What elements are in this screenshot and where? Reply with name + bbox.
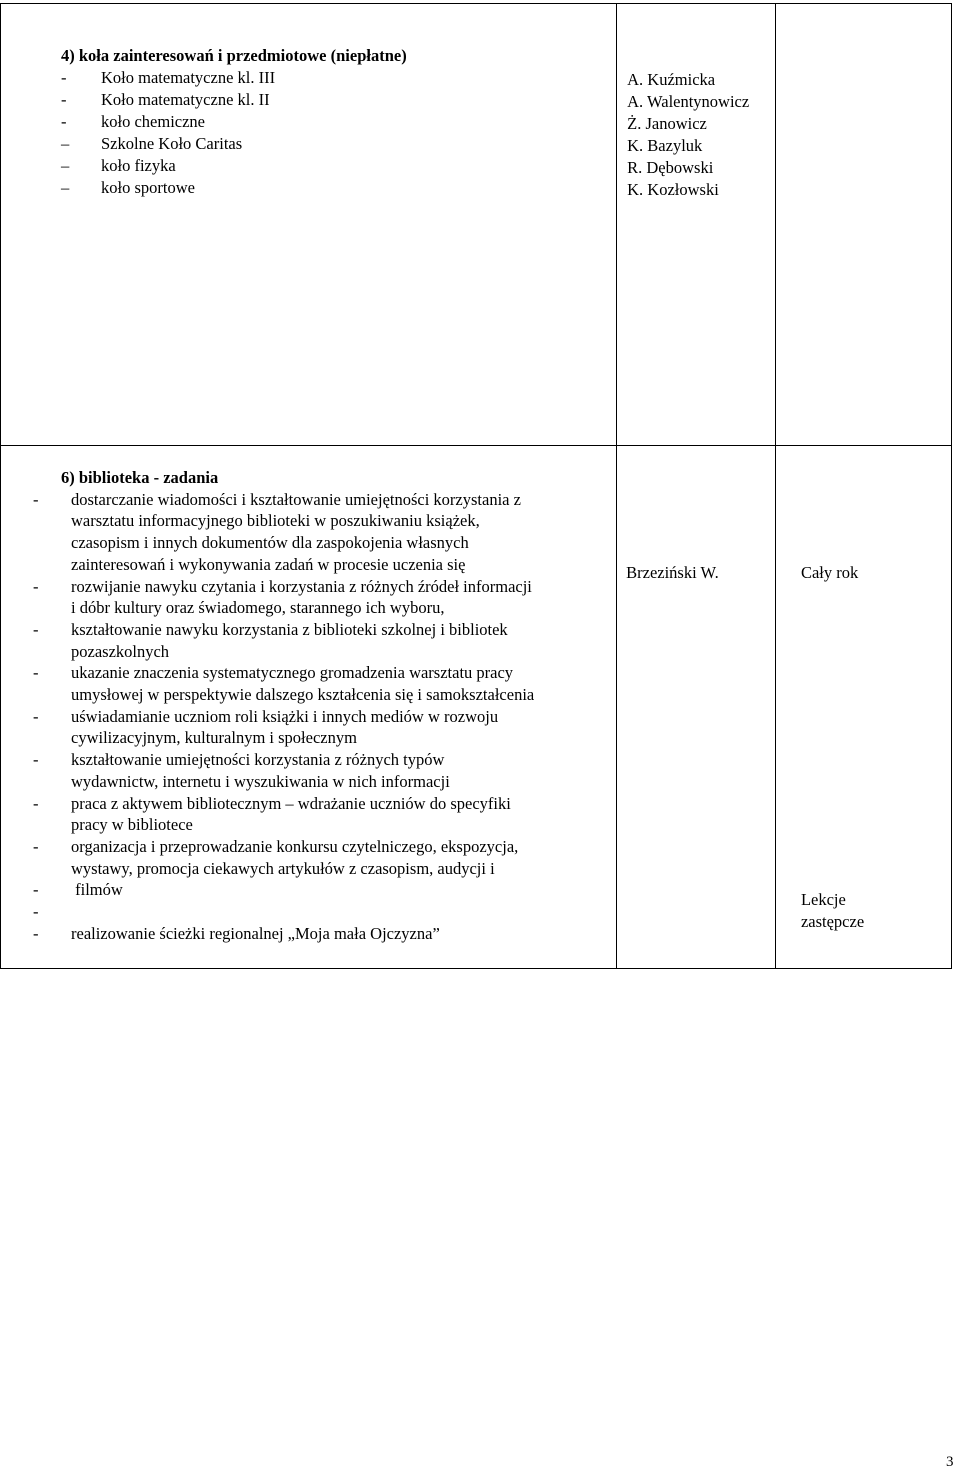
list-item-line [1, 771, 616, 793]
teacher-name: A. Kuźmicka [627, 70, 716, 89]
list-item-text: cywilizacyjnym, kulturalnym i społecznym [71, 728, 357, 748]
list-item-line [1, 619, 616, 641]
list-item-text: Koło matematyczne kl. II [101, 90, 270, 109]
section6-term: Cały rok [800, 563, 859, 582]
list-dash [1, 771, 71, 793]
section6-heading: 6) biblioteka - zadania [61, 468, 219, 487]
list-item-text: umysłowej w perspektywie dalszego kształcenia się i samokształcenia [71, 685, 535, 705]
list-dash: - [33, 902, 39, 922]
list-dash: - [33, 880, 39, 900]
list-dash [1, 510, 71, 532]
list-item-text: ukazanie znaczenia systematycznego gromadzenia warsztatu pracy [71, 663, 514, 683]
list-item-text [71, 901, 616, 923]
page-number: 3 [946, 1454, 954, 1470]
list-item-line [1, 662, 616, 684]
list-item-text: pozaszkolnych [71, 641, 170, 661]
list-item-text: organizacja i przeprowadzanie konkursu czytelniczego, ekspozycja, [71, 836, 519, 856]
list-item [61, 111, 616, 133]
list-dash: - [61, 90, 67, 109]
list-item-line [1, 597, 616, 619]
section4-term-cell [775, 4, 951, 446]
list-dash: - [33, 923, 39, 943]
list-item-line [1, 749, 616, 771]
plan-table [0, 3, 952, 969]
section4-list [61, 67, 616, 199]
section4-teachers-cell [617, 4, 776, 446]
section6-term-cell [775, 446, 951, 969]
list-item-text: dostarczanie wiadomości i kształtowanie umiejętności korzystania z [71, 489, 521, 509]
section6-note [776, 583, 951, 933]
list-item-text: praca z aktywem bibliotecznym – wdrażanie uczniów do specyfiki [71, 793, 511, 813]
list-dash: – [61, 156, 70, 175]
list-item-text: pracy w bibliotece [71, 815, 193, 835]
list-item-line [1, 923, 616, 945]
list-item-line [1, 489, 616, 511]
list-dash [1, 597, 71, 619]
list-item-text: rozwijanie nawyku czytania i korzystania z różnych źródeł informacji [71, 576, 532, 596]
section4-teachers [617, 4, 775, 201]
list-item-text: koło sportowe [101, 178, 195, 197]
list-item-text: zainteresowań i wykonywania zadań w procesie uczenia się [71, 554, 466, 574]
list-item [61, 89, 616, 111]
list-item-text: i dóbr kultury oraz świadomego, starannego ich wyboru, [71, 598, 445, 618]
list-item-text: Koło matematyczne kl. III [101, 68, 276, 87]
section4-heading: 4) koła zainteresowań i przedmiotowe (niepłatne) [61, 46, 407, 65]
list-item [61, 67, 616, 89]
list-item-line [1, 641, 616, 663]
list-item-line [1, 510, 616, 532]
list-dash: - [33, 706, 39, 726]
list-item-text: kształtowanie umiejętności korzystania z różnych typów [71, 750, 445, 770]
list-dash: - [33, 663, 39, 683]
list-item-text: uświadamianie uczniom roli książki i innych mediów w rozwoju [71, 706, 499, 726]
list-item-line [1, 836, 616, 858]
list-item [61, 177, 616, 199]
list-dash: - [33, 489, 39, 509]
section6-activities-cell [1, 446, 617, 969]
teacher-name: A. Walentynowicz [627, 92, 750, 111]
list-dash [1, 858, 71, 880]
list-item-line [1, 814, 616, 836]
list-item-line [1, 576, 616, 598]
list-item-text: filmów [71, 880, 123, 900]
list-dash [1, 727, 71, 749]
list-item-line [1, 793, 616, 815]
list-dash: - [33, 836, 39, 856]
section6-list [1, 489, 616, 945]
list-item-text: Szkolne Koło Caritas [101, 134, 243, 153]
list-dash: - [33, 750, 39, 770]
list-item-line [1, 858, 616, 880]
section6-person-cell [617, 446, 776, 969]
section4-activities-cell [1, 4, 617, 446]
teacher-name: Ż. Janowicz [627, 114, 707, 133]
list-dash [1, 554, 71, 576]
teacher-name: K. Kozłowski [627, 180, 719, 199]
list-dash: – [61, 178, 70, 197]
list-item-line [1, 901, 616, 923]
list-item [61, 155, 616, 177]
teacher-name: K. Bazyluk [627, 136, 703, 155]
list-item-line [1, 727, 616, 749]
list-dash: - [33, 619, 39, 639]
list-dash: - [61, 112, 67, 131]
list-item-line [1, 706, 616, 728]
list-dash [1, 641, 71, 663]
list-item-text: wydawnictw, internetu i wyszukiwania w nich informacji [71, 771, 450, 791]
teacher-name: R. Dębowski [627, 158, 714, 177]
section6-note-line: zastępcze [800, 912, 865, 931]
section6-note-line: Lekcje [800, 890, 846, 909]
list-dash: – [61, 134, 70, 153]
list-item [61, 133, 616, 155]
list-item-text: wystawy, promocja ciekawych artykułów z czasopism, audycji i [71, 858, 495, 878]
list-item-text: realizowanie ścieżki regionalnej „Moja mała Ojczyzna” [71, 923, 440, 943]
list-item-text: czasopism i innych dokumentów dla zaspokojenia własnych [71, 533, 469, 553]
list-dash: - [61, 68, 67, 87]
list-dash [1, 814, 71, 836]
list-item-line [1, 684, 616, 706]
list-item-text: koło fizyka [101, 156, 176, 175]
row-section6 [1, 446, 952, 969]
list-item-line [1, 879, 616, 901]
list-item-line [1, 532, 616, 554]
list-item-text: warsztatu informacyjnego biblioteki w poszukiwaniu książek, [71, 511, 480, 531]
list-item-text: kształtowanie nawyku korzystania z biblioteki szkolnej i bibliotek [71, 619, 508, 639]
list-dash: - [33, 793, 39, 813]
list-dash [1, 684, 71, 706]
list-item-line [1, 554, 616, 576]
row-section4 [1, 4, 952, 446]
section6-person: Brzeziński W. [626, 563, 719, 582]
list-dash [1, 532, 71, 554]
list-item-text: koło chemiczne [101, 112, 205, 131]
list-dash: - [33, 576, 39, 596]
